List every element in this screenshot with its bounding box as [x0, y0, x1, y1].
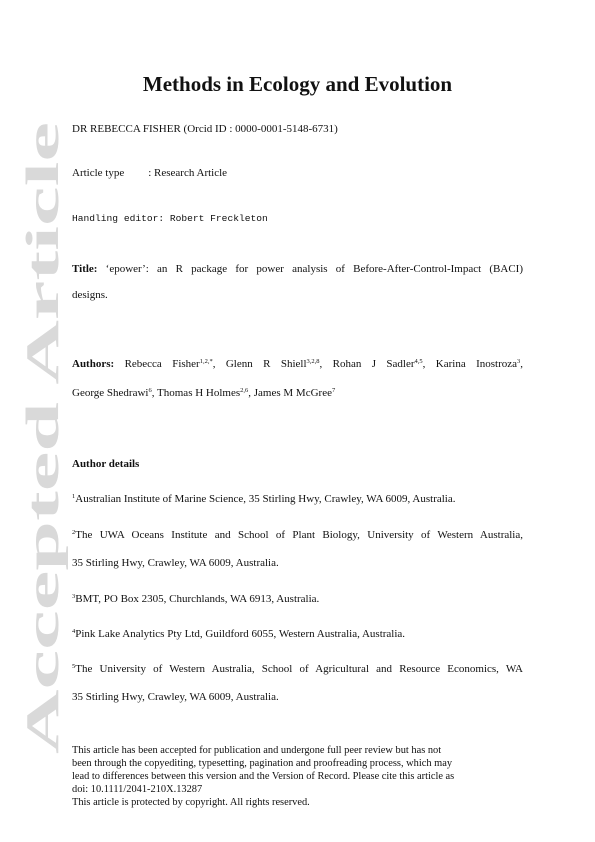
- author-affiliation: 3: [517, 358, 521, 365]
- affiliation-5-line-2: 35 Stirling Hwy, Crawley, WA 6009, Australia.: [72, 691, 279, 703]
- title-text: ‘epower’: an R package for power analysis of Before-After-Control-Impact (BACI): [105, 263, 523, 275]
- accepted-article-watermark: [17, 118, 69, 758]
- affiliation-2: [72, 528, 523, 542]
- authors-line-2: George Shedrawi$^6$, Thomas H Holmes$^{2,6}$, James M McGree$^7$: [72, 387, 336, 399]
- author-affiliation: 3,2,8: [306, 358, 320, 365]
- title-line-1: [72, 262, 523, 276]
- copyright-line: This article is protected by copyright. All rights reserved.: [72, 797, 310, 808]
- authors-label: Authors:: [72, 358, 115, 370]
- affiliation-text: The UWA Oceans Institute and School of Plant Biology, University of Western Australia,: [75, 529, 523, 541]
- affiliation-1: [72, 492, 456, 506]
- article-type-value: : Research Article: [148, 167, 228, 179]
- authors-line-1: Authors: Rebecca Fisher$^{1,2,*}$, Glenn R Shiell$^{3,2,8}$, Rohan J Sadler$^{4,5}$, Karina Inostroza$^3$,: [72, 358, 524, 370]
- author-details-heading: Author details: [72, 458, 140, 470]
- article-type-label: Article type: [72, 167, 125, 179]
- affiliation-4: [72, 627, 405, 641]
- author-name: George Shedrawi: [72, 387, 149, 399]
- title-line-2: designs.: [72, 289, 108, 301]
- corresponding-author: DR REBECCA FISHER (Orcid ID : 0000-0001-5148-6731): [72, 123, 338, 135]
- author-name: Rohan J Sadler: [332, 358, 415, 370]
- affiliation-number: 5: [72, 663, 76, 670]
- author-affiliation: 1,2,*: [199, 358, 213, 365]
- affiliation-text: BMT, PO Box 2305, Churchlands, WA 6913, Australia.: [75, 593, 320, 605]
- article-type: [72, 166, 227, 180]
- affiliation-number: 1: [72, 493, 76, 500]
- affiliation-2-line-2: 35 Stirling Hwy, Crawley, WA 6009, Australia.: [72, 557, 279, 569]
- handling-editor: Handling editor: Robert Freckleton: [72, 213, 268, 224]
- journal-title: Methods in Ecology and Evolution: [142, 72, 453, 96]
- author-affiliation: 4,5: [414, 358, 423, 365]
- author-affiliation: 7: [331, 387, 336, 394]
- notice-line: This article has been accepted for publication and undergone full peer review but has not: [72, 745, 442, 756]
- affiliation-text: Australian Institute of Marine Science, 35 Stirling Hwy, Crawley, WA 6009, Australia.: [75, 493, 456, 505]
- author-affiliation: 2,6: [240, 387, 249, 394]
- doi-line: doi: 10.1111/2041-210X.13287: [72, 784, 203, 795]
- affiliation-number: 4: [72, 628, 76, 635]
- watermark-text: Accepted Article: [17, 421, 69, 754]
- affiliation-text: Pink Lake Analytics Pty Ltd, Guildford 6055, Western Australia, Australia.: [75, 628, 406, 640]
- acceptance-notice: [72, 744, 532, 809]
- author-name: James M McGree: [253, 387, 332, 399]
- affiliation-number: 2: [72, 529, 76, 536]
- author-name: Karina Inostroza: [435, 358, 518, 370]
- notice-line: been through the copyediting, typesetting, pagination and proofreading process, which may: [72, 758, 453, 769]
- author-affiliation: 6: [148, 387, 152, 394]
- author-name: Thomas H Holmes: [157, 387, 241, 399]
- affiliation-5: [72, 662, 523, 676]
- author-name: Glenn R Shiell: [225, 358, 307, 370]
- affiliation-3: [72, 592, 319, 606]
- affiliation-text: The University of Western Australia, School of Agricultural and Resource Economics, WA: [75, 663, 523, 675]
- affiliation-number: 3: [72, 593, 76, 600]
- notice-line: lead to differences between this version and the Version of Record. Please cite this article as: [72, 771, 455, 782]
- author-name: Rebecca Fisher: [124, 358, 200, 370]
- title-label: Title:: [72, 263, 98, 275]
